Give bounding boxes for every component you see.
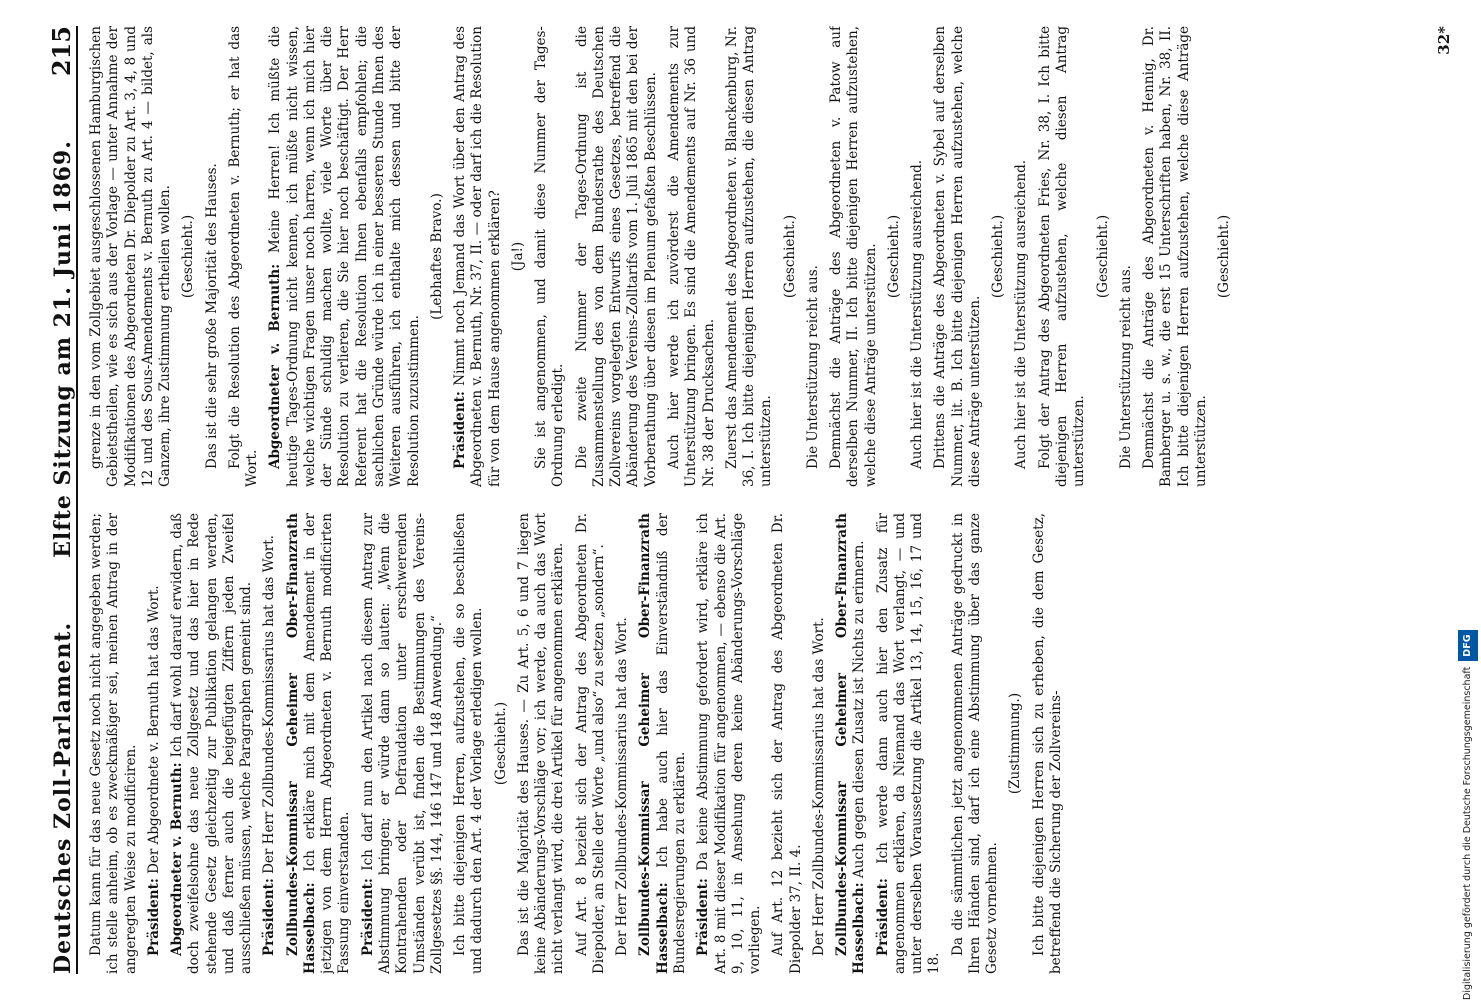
- paragraph: [88, 513, 140, 974]
- paragraph: [875, 513, 944, 974]
- paragraph-text: Ich bitte diejenigen Herren, aufzustehen, die so beschließen und dadurch den Art. 4 der Vorlage erledigen wollen.: [452, 513, 486, 974]
- page-footer: [1435, 26, 1457, 974]
- paragraph-text: Das ist die Majorität des Hauses. — Zu Art. 5, 6 und 7 liegen keine Abänderungs-Vorschläge vor; ich werde, da auch das Wort nicht verlangt wird, die drei Artikel für angenommen erklären.: [515, 513, 567, 974]
- paragraph-text: Ich darf nun den Artikel nach diesem Antrag zur Abstimmung bringen; er würde dann so lauten: „Wenn die Kontrahenden oder Defraudation unter erschwerenden Umständen verübt ist, finden die Bestimmungen des Vereins-Zollgesetzes §§. 144, 146 147 und 148 Anwendung.“: [359, 513, 445, 974]
- paragraph-text: (Geschieht.): [990, 214, 1007, 299]
- paragraph-text: Ich erkläre mich mit dem Amendement in der jetzigen von dem Herrn Abgeordneten v. Bernuth modificirten Fassung einverstanden.: [301, 513, 353, 974]
- paragraph-text: Meine Herren! Ich müßte die heutige Tages-Ordnung nicht kennen, ich müßte nicht wissen, welche wichtigen Fragen unser noch harren, wenn ich mich hier der Sünde schuldig machen wollte, viele Worte über die Resolution zu verlieren, die Sie hier noch beschäftigt. Der Herr Referent hat die Resolution Ihnen ebenfalls empfohlen; die sachlichen Gründe würde ich in einer besseren Stunde Ihnen des Weiteren ausführen, ich enthalte mich dessen und bitte der Resolution zuzustimmen.: [267, 26, 422, 487]
- paragraph-text: (Geschieht.): [885, 214, 902, 299]
- paragraph-text: Die zweite Nummer der Tages-Ordnung ist die Zusammenstellung des von dem Bundesrathe des Deutschen Zollvereins vorgelegten Entwurfs eines Gesetzes, betreffend die Abänderung des Vereins-Zolltarifs vom 1. Juli 1865 mit den bei der Vorberathung über diesen im Plenum gefaßten Beschlüssen.: [573, 26, 659, 487]
- paragraph-text: Sie ist angenommen, und damit diese Nummer der Tages-Ordnung erledigt.: [533, 26, 567, 487]
- paragraph: [828, 26, 880, 487]
- speaker-name: Präsident:: [695, 878, 712, 956]
- paragraph-text: (Geschieht.): [1094, 214, 1111, 299]
- paragraph: [267, 26, 422, 487]
- stage-direction: [429, 26, 446, 487]
- paragraph: [227, 26, 262, 487]
- paragraph: [811, 513, 828, 974]
- paragraph-text: Der Herr Zollbundes-Kommissarius hat das Wort.: [614, 617, 631, 956]
- paragraph-text: (Lebhaftes Bravo.): [428, 193, 445, 320]
- paragraph-text: Der Herr Zollbundes-Kommissarius hat das Wort.: [810, 617, 827, 956]
- paragraph-text: Das ist die sehr große Majorität des Hauses.: [203, 163, 220, 469]
- speaker-name: Zollbundes-Kommissar Geheimer Ober-Finanzrath Hasselbach:: [284, 513, 318, 974]
- page-header: [40, 26, 78, 974]
- paragraph: [1031, 513, 1066, 974]
- signature-mark: 32*: [1435, 26, 1453, 55]
- paragraph-text: Auch hier ist die Unterstützung ausreichend.: [1013, 159, 1030, 469]
- paragraph: [88, 26, 174, 487]
- paragraph-text: (Geschieht.): [492, 701, 509, 786]
- paragraph-text: Auf Art. 12 bezieht sich der Antrag des Abgeordneten Dr. Diepolder 37, II. 4.: [770, 513, 804, 974]
- speaker-name: Abgeordneter v. Bernuth:: [169, 762, 186, 956]
- paragraph: [146, 513, 163, 974]
- stage-direction: [510, 26, 527, 487]
- paragraph: [1037, 26, 1089, 487]
- paragraph-text: Da keine Abstimmung gefordert wird, erkläre ich Art. 8 mit dieser Modifikation für angenommen, — ebenso die Art. 9, 10, 11, in Ansehung deren keine Abänderungs-Vorschläge vorliegen.: [695, 513, 764, 974]
- paragraph-text: Demnächst die Anträge des Abgeordneten v. Patow auf derselben Nummer, II. Ich bitte diejenigen Herren aufzustehen, welche diese Anträge unterstützen.: [828, 26, 879, 487]
- header-left-title: Deutsches Zoll-Parlament.: [50, 621, 76, 974]
- dfg-logo-badge: DFG: [1458, 631, 1478, 661]
- paragraph: [452, 26, 504, 487]
- side-margin: [1458, 0, 1478, 1000]
- paragraph-text: (Geschieht.): [781, 214, 798, 299]
- paragraph: [805, 26, 822, 487]
- paragraph-text: Ich habe auch hier das Einverständniß der Bundesregierungen zu erklären.: [654, 513, 688, 974]
- stage-direction: [886, 26, 903, 487]
- paragraph-text: Die Unterstützung reicht aus.: [804, 265, 821, 469]
- paragraph-text: Zuerst das Amendement des Abgeordneten v. Blanckenburg, Nr. 36, I. Ich bitte diejenigen Herren aufzustehen, die diesen Antrag unterstützen.: [723, 26, 775, 487]
- paragraph: [261, 513, 278, 974]
- paragraph: [932, 26, 984, 487]
- paragraph: [574, 26, 660, 487]
- right-column: [88, 26, 1421, 487]
- paragraph-text: Ich bitte diejenigen Herren sich zu erheben, die dem Gesetz, betreffend die Sicherung der Zollvereins-: [1030, 513, 1065, 974]
- paragraph-text: Die Unterstützung reicht aus.: [1117, 265, 1134, 469]
- paragraph-text: Nimmt noch Jemand das Wort über den Antrag des Abgeordneten v. Bernuth, Nr. 37, II. — oder darf ich die Resolution für von dem Hause angenommen erklären?: [452, 26, 503, 487]
- paragraph: [695, 513, 764, 974]
- speaker-name: Präsident:: [261, 878, 278, 956]
- paragraph-text: Folgt der Antrag des Abgeordneten Fries, Nr. 38, I. Ich bitte diejenigen Herren aufzustehen, welche diesen Antrag unterstützen.: [1036, 26, 1088, 487]
- stage-direction: [1007, 513, 1024, 974]
- paragraph-text: Da die sämmtlichen jetzt angenommenen Anträge gedruckt in Ihren Händen sind, darf ich eine Abstimmung über das ganze Gesetz vornehmen.: [949, 513, 1001, 974]
- paragraph-text: Drittens die Anträge des Abgeordneten v. Sybel auf derselben Nummer, lit. B. Ich bitte diejenigen Herren aufzustehen, welche diese Anträge unterstützen.: [932, 26, 983, 487]
- speaker-name: Abgeordneter v. Bernuth:: [267, 263, 284, 469]
- speaker-name: Zollbundes-Kommissar Geheimer Ober-Finanzrath Hasselbach:: [637, 513, 671, 974]
- paragraph: [533, 26, 568, 487]
- text-columns: [88, 26, 1421, 974]
- paragraph: [834, 513, 869, 974]
- paragraph: [666, 26, 718, 487]
- paragraph: [724, 26, 776, 487]
- paragraph: [452, 513, 487, 974]
- paragraph: [637, 513, 689, 974]
- paragraph: [1141, 26, 1210, 487]
- speaker-name: Präsident:: [874, 878, 891, 956]
- speaker-name: Präsident:: [145, 878, 162, 956]
- stage-direction: [1095, 26, 1112, 487]
- paragraph: [770, 513, 805, 974]
- paragraph: [909, 26, 926, 487]
- paragraph-text: Der Abgeordnete v. Bernuth hat das Wort.: [145, 585, 162, 874]
- paragraph-text: (Ja!): [509, 241, 526, 272]
- speaker-name: Präsident:: [452, 391, 469, 469]
- paragraph: [574, 513, 609, 974]
- header-session-title: Elfte Sitzung am 21. Juni 1869.: [50, 140, 76, 558]
- paragraph-text: grenze in den vom Zollgebiet ausgeschlossenen Hamburgischen Gebietstheilen, wie es sich aus der Vorlage — unter Annahme der Modifikationen des Abgeordneten Dr. Diepolder zu Art. 3, 4, 8 und 12 und des Sous-Amendements v. Bernuth zu Art. 4 — bildet, als Ganzem, ihre Zustimmung ertheilen wollen.: [88, 26, 174, 487]
- paragraph-text: Der Herr Zollbundes-Kommissarius hat das Wort.: [261, 535, 278, 874]
- paragraph: [516, 513, 568, 974]
- speaker-name: Zollbundes-Kommissar Geheimer Ober-Finanzrath Hasselbach:: [834, 513, 868, 974]
- stage-direction: [493, 513, 510, 974]
- paragraph-text: (Zustimmung.): [1007, 692, 1024, 795]
- paragraph-text: Auf Art. 8 bezieht sich der Antrag des Abgeordneten Dr. Diepolder, an Stelle der Worte „und also“ zu setzen „sondern“.: [573, 513, 607, 974]
- funding-note-text: Digitalisierung gefördert durch die Deutsche Forschungsgemeinschaft: [1462, 666, 1473, 1000]
- paragraph: [169, 513, 255, 974]
- paragraph-text: Auch hier werde ich zuvörderst die Amendements zur Unterstützung bringen. Es sind die Amendements auf Nr. 36 und Nr. 38 der Drucksachen.: [665, 26, 717, 487]
- paragraph: [204, 26, 221, 487]
- paragraph: [285, 513, 354, 974]
- paragraph-text: Auch gegen diesen Zusatz ist Nichts zu erinnern.: [851, 540, 868, 879]
- funding-note: [1458, 0, 1478, 1000]
- stage-direction: [180, 26, 197, 487]
- paragraph: [614, 513, 631, 974]
- page-number: 215: [47, 26, 76, 77]
- left-column: [88, 513, 1421, 974]
- paragraph-text: Ich darf wohl darauf erwidern, daß doch zweifelsohne das neue Zollgesetz und das hier in Rede stehende Gesetz gleichzeitig zur Publikation gelangen werden, und daß ferner auch die beigefügten Ziffern jeden Zweifel ausschließen müssen, welche Paragraphen gemeint sind.: [169, 513, 255, 974]
- stage-direction: [782, 26, 799, 487]
- stage-direction: [990, 26, 1007, 487]
- paragraph: [1118, 26, 1135, 487]
- paragraph-text: (Geschieht.): [1216, 214, 1233, 299]
- paragraph: [950, 513, 1002, 974]
- paragraph-text: Folgt die Resolution des Abgeordneten v. Bernuth; er hat das Wort.: [226, 26, 261, 487]
- paragraph: [360, 513, 446, 974]
- paragraph-text: Auch hier ist die Unterstützung ausreichend.: [909, 159, 926, 469]
- paragraph-text: Demnächst die Anträge des Abgeordneten v. Hennig, Dr. Bamberger u. s. w., die erst 15 Unterschriften haben, Nr. 38, II. Ich bitte diejenigen Herren aufzustehen, welche diese Anträge unterstützen.: [1141, 26, 1209, 487]
- paragraph-text: (Geschieht.): [180, 214, 197, 299]
- stage-direction: [1216, 26, 1233, 487]
- paragraph-text: Ich werde dann auch hier den Zusatz für angenommen erklären, da Niemand das Wort verlangt, — und unter derselben Voraussetzung die Artikel 13, 14, 15, 16, 17 und 18.: [874, 513, 943, 974]
- paragraph-text: Datum kann für das neue Gesetz noch nicht angegeben werden; ich stelle anheim, ob es zweckmäßiger sei, meinen Antrag in der angeregten Weise zu modificiren.: [88, 513, 139, 974]
- speaker-name: Präsident:: [359, 878, 376, 956]
- paragraph: [1013, 26, 1030, 487]
